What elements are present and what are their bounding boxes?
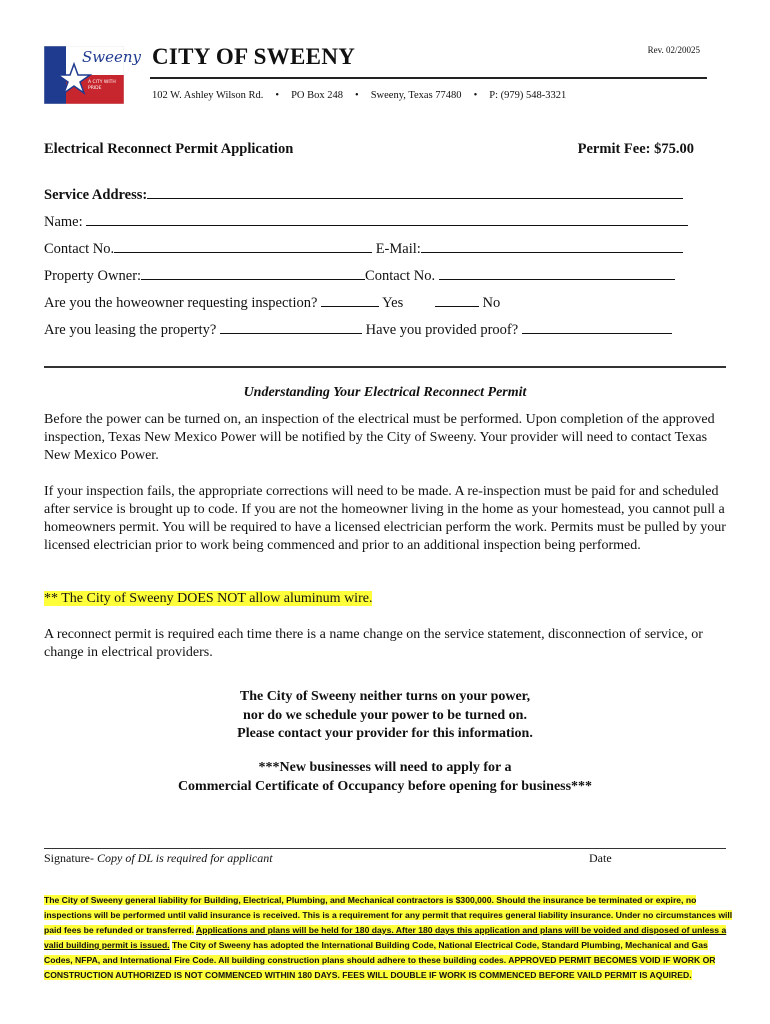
homeowner-row [44,293,500,312]
aluminum-notice [44,590,729,608]
city-logo [44,46,142,104]
signature-label-row [44,851,273,866]
footer-insurance: The City of Sweeny general liability for Building, Electrical, Plumbing, and Mechanical contractors is $300,000. Should the insurance be terminated or expire, no inspections will be performed until valid insurance is received. This is a requirement for any permit that requires general liability insurance. Under no circumstances will paid fees be refunded or transferred. [44,895,733,935]
date-label: Date [589,851,612,865]
paragraph-failed-inspection: If your inspection fails, the appropriate corrections will need to be made. A re-inspection must be paid for and scheduled after service is brought up to code. If you are not the homeowner living in the home as your homestead, you cannot pull a homeowners permit. You will be required to have a licensed electrician perform the work. Permits must be pulled by your licensed electrician prior to work being commenced and prior to an additional inspection being performed. [44,484,726,553]
property-owner-label: Property Owner: [44,268,142,284]
city-title: CITY OF SWEENY [152,44,356,69]
header-rule [150,77,707,79]
contact-label: Contact No. [44,241,115,257]
name-label: Name: [44,214,83,230]
email-label: E-Mail: [375,241,421,257]
leasing-field[interactable] [220,320,362,334]
permit-fee: Permit Fee: $75.00 [577,141,694,157]
power-line: The City of Sweeny neither turns on your power, [239,689,531,704]
contact-info [152,90,566,101]
no-label: No [482,295,501,311]
service-address-row [44,185,683,204]
aluminum-notice-text: ** The City of Sweeny DOES NOT allow aluminum wire. [44,591,373,606]
proof-question: Have you provided proof? [365,322,519,338]
paragraph-inspection: Before the power can be turned on, an inspection of the electrical must be performed. Upon completion of the approved inspection, Texas New Mexico Power will be notified by the City of Sweeny. Your provider will need to contact Texas New Mexico Power. [44,412,715,463]
logo-tagline: A CITY WITH PRIDE [88,80,116,91]
footer-codes: The City of Sweeny has adopted the International Building Code, National Electrical Code, Standard Plumbing, Mechanical and Gas Codes, NFPA, and International Fire Code. All building construction plans should adhere to these building codes. APPROVED PERMIT BECOMES VOID IF WORK OR CONSTRUCTION AUTHORIZED IS NOT COMMENCED WITHIN 180 DAYS. FEES WILL DOUBLE IF WORK IS COMMENCED BEFORE VAILD PERMIT IS AQUIRED. [44,940,716,980]
footer-disclaimer [44,893,734,983]
logo-wordmark: Sweeny [82,48,142,66]
phone-number: P: (979) 548-3321 [489,90,567,101]
business-line: ***New businesses will need to apply for a [258,760,512,775]
no-field[interactable] [435,293,479,307]
homeowner-question: Are you the howeowner requesting inspection? [44,295,318,311]
contact-row [44,239,683,258]
name-row [44,212,688,231]
yes-field[interactable] [321,293,379,307]
revision-label: Rev. 02/20025 [647,45,700,55]
name-field[interactable] [86,212,688,226]
power-line: nor do we schedule your power to be turned on. [243,707,527,723]
owner-row [44,266,675,285]
business-line: Commercial Certificate of Occupancy before opening for business*** [177,778,593,794]
footer-plans-held: Applications and plans will be held for 180 days. After 180 days this application and plans will be voided and disposed of unless a valid building permit is issued. [44,925,727,950]
service-address-label: Service Address: [44,187,148,203]
service-address-field[interactable] [147,185,683,199]
separator: • [355,90,359,101]
separator: • [473,90,478,101]
section-divider [44,366,726,368]
owner-contact-field[interactable] [439,266,675,280]
separator: • [275,90,280,101]
leasing-row [44,320,672,339]
signature-line[interactable] [44,848,726,849]
leasing-question: Are you leasing the property? [44,322,217,338]
yes-label: Yes [382,295,404,311]
proof-field[interactable] [522,320,672,334]
business-notice [0,759,770,796]
city-state-zip: Sweeny, Texas 77480 [370,90,462,101]
contact-field[interactable] [114,239,372,253]
signature-label: Signature- [44,851,94,865]
email-field[interactable] [421,239,683,253]
form-title: Electrical Reconnect Permit Application [44,141,294,157]
po-box: PO Box 248 [291,90,344,101]
property-owner-field[interactable] [141,266,365,280]
power-line: Please contact your provider for this information. [237,726,533,741]
section-title: Understanding Your Electrical Reconnect Permit [243,385,527,400]
paragraph-reconnect: A reconnect permit is required each time there is a name change on the service statement, disconnection of service, or change in electrical providers. [44,627,703,660]
street-address: 102 W. Ashley Wilson Rd. [152,90,264,101]
power-notice [0,688,770,744]
signature-note: Copy of DL is required for applicant [97,851,273,865]
owner-contact-label: Contact No. [365,268,436,284]
